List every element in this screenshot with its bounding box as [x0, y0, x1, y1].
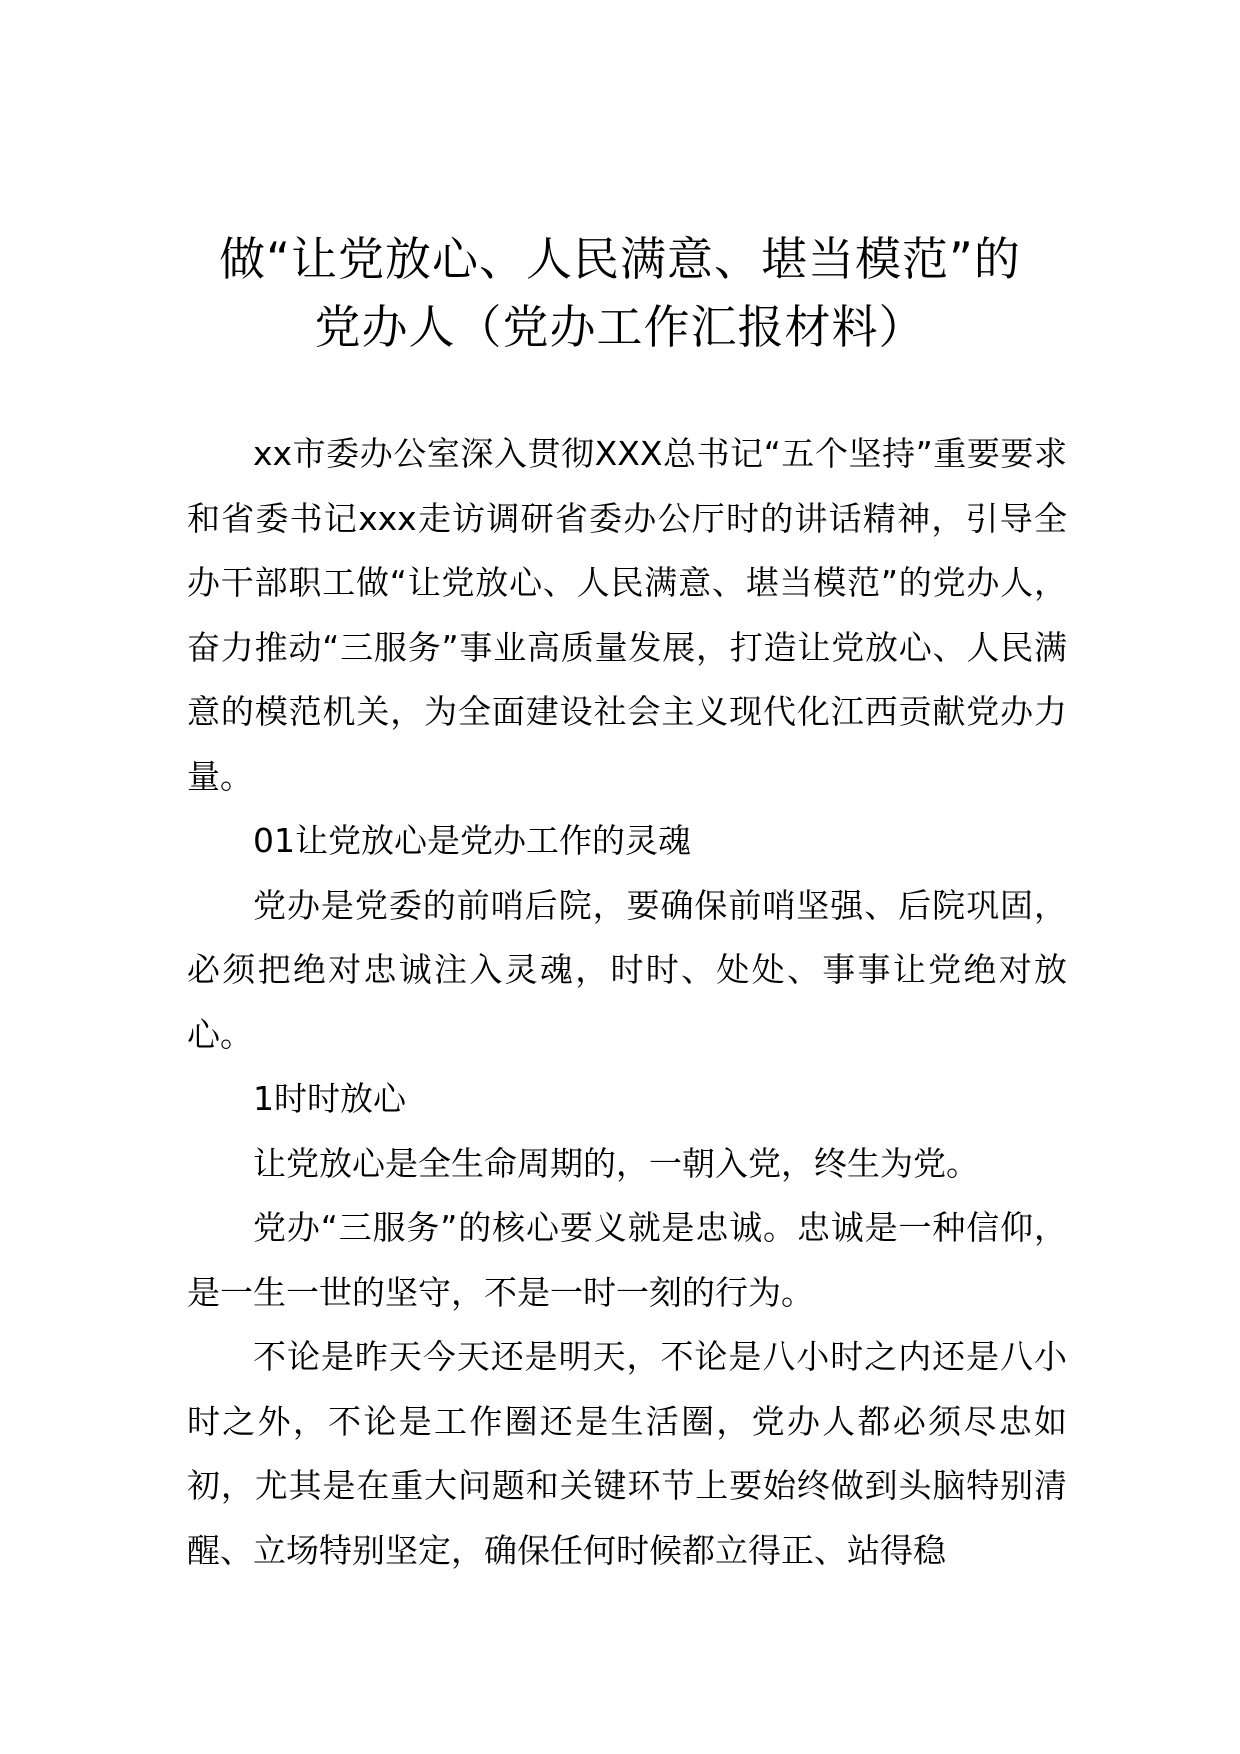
paragraph: 让党放心是全生命周期的，一朝入党，终生为党。: [253, 1143, 979, 1183]
title-line-1: 做“让党放心、人民满意、堪当模范”的: [219, 232, 1021, 286]
paragraph: 党办“三服务”的核心要义就是忠诚。忠诚是一种信仰，是一生一世的坚守，不是一时一刻的行为。: [187, 1208, 1067, 1312]
document-title: [150, 225, 1090, 361]
paragraph-intro: xx市委办公室深入贯彻XXX总书记“五个坚持”重要要求和省委书记xxx走访调研省委办公厅时的讲话精神，引导全办干部职工做“让党放心、人民满意、堪当模范”的党办人，奋力推动“三服务”事业高质量发展，打造让党放心、人民满意的模范机关，为全面建设社会主义现代化江西贡献党办力量。: [187, 434, 1067, 796]
document-body: [187, 422, 1067, 1583]
section-heading-01: 01让党放心是党办工作的灵魂: [253, 821, 691, 860]
title-line-2: 党办人（党办工作汇报材料）: [314, 300, 926, 354]
paragraph: 党办是党委的前哨后院，要确保前哨坚强、后院巩固，必须把绝对忠诚注入灵魂，时时、处处、事事让党绝对放心。: [187, 885, 1067, 1054]
paragraph: 不论是昨天今天还是明天，不论是八小时之内还是八小时之外，不论是工作圈还是生活圈，党办人都必须尽忠如初，尤其是在重大问题和关键环节上要始终做到头脑特别清醒、立场特别坚定，确保任何时候都立得正、站得稳: [187, 1337, 1067, 1570]
subsection-heading-1: 1时时放心: [253, 1079, 406, 1118]
